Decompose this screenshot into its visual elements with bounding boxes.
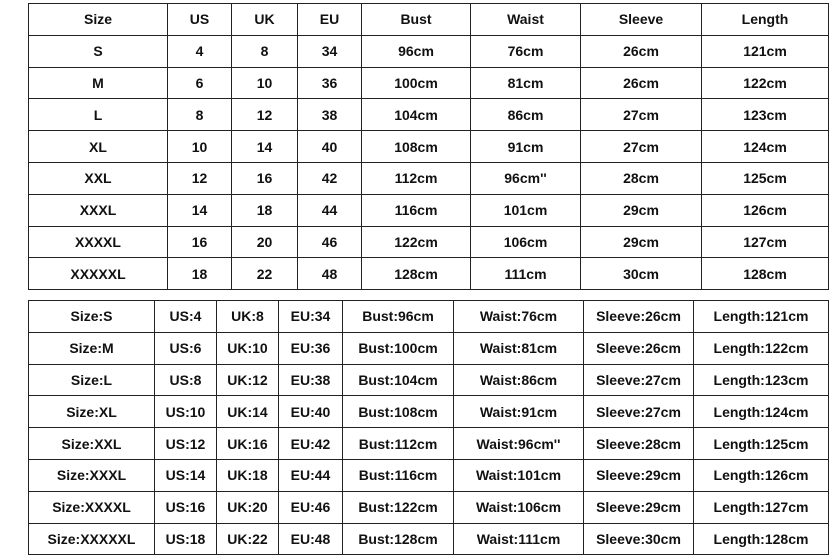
cell-bust: Bust:96cm — [343, 301, 454, 333]
cell-bust: Bust:100cm — [343, 332, 454, 364]
table-row — [29, 131, 829, 163]
cell-waist: 86cm — [471, 99, 581, 131]
cell-sleeve: 29cm — [581, 226, 702, 258]
cell-sleeve: Sleeve:26cm — [584, 301, 694, 333]
cell-length: 126cm — [702, 194, 829, 226]
cell-length: 124cm — [702, 131, 829, 163]
cell-sleeve: 26cm — [581, 35, 702, 67]
cell-size: Size:XL — [29, 396, 155, 428]
table-row — [29, 162, 829, 194]
cell-waist: 81cm — [471, 67, 581, 99]
cell-bust: Bust:128cm — [343, 523, 454, 555]
cell-sleeve: 30cm — [581, 258, 702, 290]
cell-us: 14 — [168, 194, 232, 226]
size-chart-body — [29, 4, 829, 290]
cell-eu: EU:34 — [279, 301, 343, 333]
cell-length: 125cm — [702, 162, 829, 194]
cell-eu: 48 — [298, 258, 362, 290]
cell-eu: EU:40 — [279, 396, 343, 428]
cell-uk: UK:18 — [217, 459, 279, 491]
cell-length: Length:123cm — [694, 364, 829, 396]
size-chart-labeled-table — [28, 300, 829, 555]
cell-eu: 38 — [298, 99, 362, 131]
cell-waist: Waist:86cm — [454, 364, 584, 396]
cell-bust: Bust:112cm — [343, 428, 454, 460]
cell-bust: 96cm — [362, 35, 471, 67]
cell-us: US:16 — [155, 491, 217, 523]
cell-sleeve: Sleeve:29cm — [584, 491, 694, 523]
table-row — [29, 35, 829, 67]
cell-waist: 111cm — [471, 258, 581, 290]
cell-eu: EU:46 — [279, 491, 343, 523]
cell-us: US:12 — [155, 428, 217, 460]
cell-waist: 101cm — [471, 194, 581, 226]
header-cell-size: Size — [29, 4, 168, 36]
header-row — [29, 4, 829, 36]
size-chart-table — [28, 3, 829, 290]
cell-us: 8 — [168, 99, 232, 131]
cell-size: Size:M — [29, 332, 155, 364]
cell-length: Length:128cm — [694, 523, 829, 555]
cell-size: L — [29, 99, 168, 131]
cell-us: US:14 — [155, 459, 217, 491]
cell-eu: 40 — [298, 131, 362, 163]
cell-us: 10 — [168, 131, 232, 163]
cell-waist: Waist:106cm — [454, 491, 584, 523]
cell-eu: 46 — [298, 226, 362, 258]
cell-length: Length:127cm — [694, 491, 829, 523]
header-cell-eu: EU — [298, 4, 362, 36]
cell-sleeve: Sleeve:29cm — [584, 459, 694, 491]
cell-eu: EU:44 — [279, 459, 343, 491]
cell-sleeve: 29cm — [581, 194, 702, 226]
cell-bust: Bust:104cm — [343, 364, 454, 396]
size-chart-labeled-body — [29, 301, 829, 555]
cell-waist: Waist:101cm — [454, 459, 584, 491]
cell-size: Size:L — [29, 364, 155, 396]
header-cell-uk: UK — [232, 4, 298, 36]
table-row — [29, 428, 829, 460]
cell-waist: 96cm'' — [471, 162, 581, 194]
cell-us: US:4 — [155, 301, 217, 333]
cell-sleeve: 27cm — [581, 131, 702, 163]
cell-length: Length:126cm — [694, 459, 829, 491]
cell-bust: Bust:122cm — [343, 491, 454, 523]
cell-waist: Waist:81cm — [454, 332, 584, 364]
cell-length: 122cm — [702, 67, 829, 99]
cell-size: S — [29, 35, 168, 67]
table-row — [29, 332, 829, 364]
cell-uk: UK:12 — [217, 364, 279, 396]
cell-waist: Waist:76cm — [454, 301, 584, 333]
table-row — [29, 226, 829, 258]
cell-uk: 18 — [232, 194, 298, 226]
cell-length: Length:124cm — [694, 396, 829, 428]
header-cell-bust: Bust — [362, 4, 471, 36]
cell-eu: EU:42 — [279, 428, 343, 460]
cell-size: XL — [29, 131, 168, 163]
cell-length: 121cm — [702, 35, 829, 67]
cell-uk: 8 — [232, 35, 298, 67]
cell-eu: 36 — [298, 67, 362, 99]
cell-size: Size:XXXXL — [29, 491, 155, 523]
cell-us: US:6 — [155, 332, 217, 364]
cell-sleeve: Sleeve:27cm — [584, 364, 694, 396]
table-row — [29, 67, 829, 99]
cell-length: 127cm — [702, 226, 829, 258]
cell-length: Length:125cm — [694, 428, 829, 460]
cell-sleeve: 27cm — [581, 99, 702, 131]
cell-uk: 16 — [232, 162, 298, 194]
table-row — [29, 301, 829, 333]
cell-uk: UK:10 — [217, 332, 279, 364]
cell-size: Size:XXL — [29, 428, 155, 460]
cell-size: XXXL — [29, 194, 168, 226]
cell-sleeve: Sleeve:26cm — [584, 332, 694, 364]
table-row — [29, 396, 829, 428]
cell-waist: Waist:111cm — [454, 523, 584, 555]
cell-us: 18 — [168, 258, 232, 290]
cell-waist: 91cm — [471, 131, 581, 163]
cell-length: Length:122cm — [694, 332, 829, 364]
cell-waist: Waist:96cm'' — [454, 428, 584, 460]
cell-waist: 76cm — [471, 35, 581, 67]
cell-waist: 106cm — [471, 226, 581, 258]
header-cell-waist: Waist — [471, 4, 581, 36]
cell-uk: UK:14 — [217, 396, 279, 428]
cell-uk: 10 — [232, 67, 298, 99]
cell-bust: 100cm — [362, 67, 471, 99]
cell-bust: Bust:116cm — [343, 459, 454, 491]
cell-bust: Bust:108cm — [343, 396, 454, 428]
cell-uk: UK:22 — [217, 523, 279, 555]
cell-us: 6 — [168, 67, 232, 99]
cell-bust: 112cm — [362, 162, 471, 194]
table-row — [29, 194, 829, 226]
cell-eu: EU:38 — [279, 364, 343, 396]
cell-length: 123cm — [702, 99, 829, 131]
cell-us: US:18 — [155, 523, 217, 555]
cell-eu: 34 — [298, 35, 362, 67]
header-cell-sleeve: Sleeve — [581, 4, 702, 36]
table-divider-gap — [0, 290, 832, 300]
cell-bust: 104cm — [362, 99, 471, 131]
cell-size: Size:XXXXXL — [29, 523, 155, 555]
cell-uk: 12 — [232, 99, 298, 131]
cell-us: US:8 — [155, 364, 217, 396]
cell-length: Length:121cm — [694, 301, 829, 333]
cell-sleeve: 26cm — [581, 67, 702, 99]
cell-eu: 44 — [298, 194, 362, 226]
cell-eu: 42 — [298, 162, 362, 194]
cell-waist: Waist:91cm — [454, 396, 584, 428]
cell-uk: UK:8 — [217, 301, 279, 333]
cell-sleeve: Sleeve:27cm — [584, 396, 694, 428]
cell-eu: EU:36 — [279, 332, 343, 364]
cell-size: M — [29, 67, 168, 99]
cell-bust: 116cm — [362, 194, 471, 226]
cell-uk: UK:20 — [217, 491, 279, 523]
cell-size: XXXXL — [29, 226, 168, 258]
table-row — [29, 459, 829, 491]
cell-bust: 108cm — [362, 131, 471, 163]
table-row — [29, 523, 829, 555]
table-row — [29, 491, 829, 523]
table-row — [29, 258, 829, 290]
cell-sleeve: Sleeve:30cm — [584, 523, 694, 555]
cell-us: US:10 — [155, 396, 217, 428]
table-row — [29, 364, 829, 396]
cell-us: 12 — [168, 162, 232, 194]
cell-sleeve: 28cm — [581, 162, 702, 194]
cell-size: Size:XXXL — [29, 459, 155, 491]
cell-uk: UK:16 — [217, 428, 279, 460]
cell-length: 128cm — [702, 258, 829, 290]
cell-bust: 128cm — [362, 258, 471, 290]
cell-uk: 22 — [232, 258, 298, 290]
cell-us: 4 — [168, 35, 232, 67]
cell-sleeve: Sleeve:28cm — [584, 428, 694, 460]
cell-size: Size:S — [29, 301, 155, 333]
header-cell-us: US — [168, 4, 232, 36]
cell-us: 16 — [168, 226, 232, 258]
cell-size: XXL — [29, 162, 168, 194]
cell-uk: 14 — [232, 131, 298, 163]
cell-uk: 20 — [232, 226, 298, 258]
cell-bust: 122cm — [362, 226, 471, 258]
table-row — [29, 99, 829, 131]
cell-size: XXXXXL — [29, 258, 168, 290]
cell-eu: EU:48 — [279, 523, 343, 555]
header-cell-length: Length — [702, 4, 829, 36]
